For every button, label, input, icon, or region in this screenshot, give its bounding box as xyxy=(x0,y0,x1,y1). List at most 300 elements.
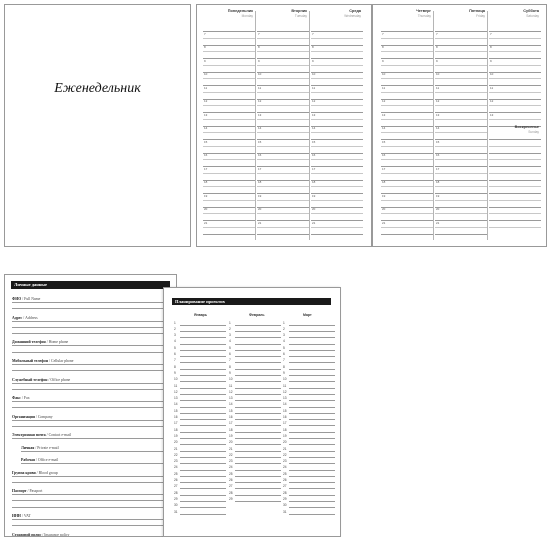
hour-line xyxy=(203,126,255,127)
day-number: 26 xyxy=(283,478,287,482)
half-hour-line xyxy=(203,92,255,93)
hour-label: 10 xyxy=(258,72,262,77)
day-number: 26 xyxy=(174,478,178,482)
hour-line xyxy=(257,193,309,194)
day-line xyxy=(235,457,281,458)
column-divider xyxy=(309,11,310,240)
hour-line xyxy=(311,207,363,208)
day-number: 30 xyxy=(174,503,178,508)
day-number: 14 xyxy=(283,402,287,407)
day-line xyxy=(289,470,335,471)
day-line xyxy=(180,375,226,376)
day-number: 22 xyxy=(283,452,287,457)
half-hour-line xyxy=(489,146,541,147)
cover-title: Еженедельник xyxy=(54,81,141,96)
field-label xyxy=(12,471,58,475)
hour-label: 8 xyxy=(490,45,492,50)
field-label-ru: Электронная почта xyxy=(12,433,46,438)
hour-label: 19 xyxy=(436,193,440,198)
half-hour-line xyxy=(381,119,433,120)
field-label xyxy=(12,396,30,400)
hour-line xyxy=(203,180,255,181)
field-label xyxy=(21,458,58,462)
hour-line xyxy=(381,31,433,32)
half-hour-line xyxy=(311,146,363,147)
day-line xyxy=(289,463,335,464)
hour-line xyxy=(489,112,541,113)
day-line xyxy=(289,501,335,502)
hour-label: 10 xyxy=(204,72,208,77)
day-line xyxy=(235,331,281,332)
field-label-ru: Страховой полис xyxy=(12,532,42,537)
day-header xyxy=(203,9,255,28)
day-line xyxy=(180,457,226,458)
day-line xyxy=(235,413,281,414)
day-line xyxy=(180,476,226,477)
day-number: 9 xyxy=(229,370,231,375)
field-label-ru: Группа крови xyxy=(12,470,36,475)
day-number: 11 xyxy=(283,383,287,388)
day-column xyxy=(311,9,363,241)
day-number: 22 xyxy=(229,452,233,457)
field-label-ru: ФИО xyxy=(12,297,22,301)
hour-label: 15 xyxy=(312,139,316,144)
hour-label: 10 xyxy=(436,72,440,77)
hour-line xyxy=(203,31,255,32)
day-number: 24 xyxy=(174,465,178,470)
day-name: Вторник xyxy=(291,9,307,13)
half-hour-line xyxy=(257,200,309,201)
hour-line xyxy=(311,153,363,154)
day-line xyxy=(180,488,226,489)
day-line xyxy=(289,425,335,426)
end-line xyxy=(257,234,309,235)
day-name: Воскресенье xyxy=(514,125,539,129)
half-hour-line xyxy=(311,38,363,39)
half-hour-line xyxy=(203,186,255,187)
half-hour-line xyxy=(257,146,309,147)
half-hour-line xyxy=(435,146,487,147)
day-line xyxy=(289,476,335,477)
field-label-en: / Contact e-mail xyxy=(45,433,72,438)
day-number: 16 xyxy=(283,415,287,419)
day-number: 25 xyxy=(283,471,287,476)
hour-label: 16 xyxy=(312,153,316,158)
day-line xyxy=(289,331,335,332)
half-hour-line xyxy=(435,92,487,93)
half-hour-line xyxy=(311,186,363,187)
day-header xyxy=(489,125,541,144)
day-number: 7 xyxy=(174,358,176,363)
day-line xyxy=(235,463,281,464)
half-hour-line xyxy=(435,213,487,214)
field-line xyxy=(12,494,168,495)
day-number: 27 xyxy=(174,484,178,489)
day-number: 16 xyxy=(174,415,178,419)
field-label xyxy=(12,316,38,320)
hour-label: 20 xyxy=(382,207,386,212)
hour-label: 14 xyxy=(382,126,386,131)
day-line xyxy=(235,407,281,408)
day-header xyxy=(381,9,433,28)
day-line xyxy=(289,514,335,515)
half-hour-line xyxy=(381,105,433,106)
hour-line xyxy=(203,153,255,154)
hour-label: 16 xyxy=(436,153,440,158)
hour-line xyxy=(435,31,487,32)
hour-line xyxy=(489,99,541,100)
hour-label: 9 xyxy=(382,58,384,63)
hour-label: 9 xyxy=(490,58,492,63)
day-name: Четверг xyxy=(416,9,431,13)
hour-label: 8 xyxy=(258,45,260,50)
hour-line xyxy=(311,31,363,32)
day-number: 9 xyxy=(174,370,176,375)
half-hour-line xyxy=(435,119,487,120)
field-label xyxy=(12,340,68,344)
day-number: 19 xyxy=(283,433,287,438)
hour-line xyxy=(489,180,541,181)
hour-label: 20 xyxy=(436,207,440,212)
cover-page xyxy=(4,4,191,247)
hour-line xyxy=(311,180,363,181)
day-number: 2 xyxy=(283,326,285,331)
day-number: 12 xyxy=(283,389,287,394)
hour-line xyxy=(257,58,309,59)
hour-label: 10 xyxy=(382,72,386,77)
hour-label: 19 xyxy=(382,193,386,198)
day-line xyxy=(235,325,281,326)
day-name-en: Saturday xyxy=(526,14,539,18)
day-number: 6 xyxy=(229,352,231,356)
day-line xyxy=(289,344,335,345)
day-number: 23 xyxy=(283,459,287,464)
hour-label: 21 xyxy=(436,220,440,225)
hour-label: 21 xyxy=(204,220,208,225)
hour-label: 14 xyxy=(204,126,208,131)
hour-line xyxy=(311,139,363,140)
day-line xyxy=(180,344,226,345)
hour-line xyxy=(203,220,255,221)
half-hour-line xyxy=(435,186,487,187)
day-line xyxy=(235,400,281,401)
half-hour-line xyxy=(311,78,363,79)
hour-label: 16 xyxy=(258,153,262,158)
hour-line xyxy=(435,58,487,59)
half-hour-line xyxy=(489,186,541,187)
day-header xyxy=(257,9,309,28)
half-hour-line xyxy=(435,65,487,66)
day-number: 29 xyxy=(229,496,233,501)
half-hour-line xyxy=(435,200,487,201)
hour-line xyxy=(489,85,541,86)
hour-line xyxy=(257,72,309,73)
day-line xyxy=(235,432,281,433)
hour-line xyxy=(489,193,541,194)
half-hour-line xyxy=(489,159,541,160)
half-hour-line xyxy=(311,227,363,228)
field-line xyxy=(12,383,168,384)
hour-line xyxy=(435,72,487,73)
day-line xyxy=(289,507,335,508)
day-line xyxy=(289,451,335,452)
month-header: Январь xyxy=(194,313,207,317)
half-hour-line xyxy=(381,132,433,133)
hour-line xyxy=(489,45,541,46)
half-hour-line xyxy=(381,78,433,79)
field-line xyxy=(12,525,168,526)
hour-line xyxy=(489,207,541,208)
field-line xyxy=(12,352,168,353)
field-label-ru: ИНН xyxy=(12,514,21,518)
day-number: 2 xyxy=(229,326,231,331)
field-line xyxy=(12,345,168,346)
day-number: 25 xyxy=(229,471,233,476)
field-label-en: / Address xyxy=(22,315,38,320)
hour-line xyxy=(435,45,487,46)
day-number: 4 xyxy=(229,339,231,344)
field-label xyxy=(12,489,42,493)
day-line xyxy=(235,381,281,382)
hour-label: 18 xyxy=(312,180,316,185)
half-hour-line xyxy=(203,227,255,228)
day-number: 5 xyxy=(174,345,176,350)
hour-label: 15 xyxy=(436,139,440,144)
half-hour-line xyxy=(489,51,541,52)
hour-label: 13 xyxy=(436,112,440,117)
field-label xyxy=(12,533,69,537)
hour-label: 15 xyxy=(382,139,386,144)
hour-line xyxy=(435,153,487,154)
day-number: 4 xyxy=(174,339,176,344)
day-number: 11 xyxy=(174,383,178,388)
day-line xyxy=(180,413,226,414)
field-line xyxy=(12,364,168,365)
half-hour-line xyxy=(203,105,255,106)
month-header: Февраль xyxy=(249,313,265,317)
hour-line xyxy=(435,220,487,221)
day-line xyxy=(180,438,226,439)
half-hour-line xyxy=(489,227,541,228)
hour-label: 20 xyxy=(258,207,262,212)
day-number: 3 xyxy=(283,333,285,338)
half-hour-line xyxy=(203,65,255,66)
hour-label: 15 xyxy=(258,139,262,144)
half-hour-line xyxy=(435,51,487,52)
hour-label: 8 xyxy=(204,45,206,50)
hour-label: 10 xyxy=(312,72,316,77)
half-hour-line xyxy=(311,159,363,160)
day-line xyxy=(289,407,335,408)
day-number: 3 xyxy=(229,333,231,338)
half-hour-line xyxy=(435,173,487,174)
day-number: 28 xyxy=(174,490,178,495)
hour-line xyxy=(257,99,309,100)
hour-line xyxy=(381,207,433,208)
half-hour-line xyxy=(203,159,255,160)
field-line xyxy=(12,308,168,309)
day-line xyxy=(235,337,281,338)
hour-line xyxy=(489,139,541,140)
day-line xyxy=(289,356,335,357)
hour-label: 7 xyxy=(382,31,384,36)
half-hour-line xyxy=(257,78,309,79)
hour-label: 9 xyxy=(312,58,314,63)
half-hour-line xyxy=(489,65,541,66)
half-hour-line xyxy=(203,119,255,120)
half-hour-line xyxy=(489,78,541,79)
day-number: 16 xyxy=(229,415,233,419)
day-column xyxy=(381,9,433,241)
half-hour-line xyxy=(203,51,255,52)
half-hour-line xyxy=(257,38,309,39)
half-hour-line xyxy=(381,159,433,160)
half-hour-line xyxy=(311,105,363,106)
field-line xyxy=(12,407,168,408)
field-line xyxy=(12,438,168,439)
day-line xyxy=(180,356,226,357)
day-line xyxy=(289,438,335,439)
day-number: 17 xyxy=(174,421,178,426)
day-number: 8 xyxy=(174,364,176,369)
day-line xyxy=(235,362,281,363)
half-hour-line xyxy=(381,38,433,39)
hour-label: 10 xyxy=(490,72,494,77)
hour-line xyxy=(381,85,433,86)
day-line xyxy=(235,425,281,426)
field-label xyxy=(12,297,40,301)
hour-line xyxy=(435,180,487,181)
day-number: 13 xyxy=(174,396,178,401)
half-hour-line xyxy=(257,173,309,174)
hour-line xyxy=(435,126,487,127)
hour-line xyxy=(311,45,363,46)
hour-label: 14 xyxy=(312,126,316,131)
half-hour-line xyxy=(203,146,255,147)
day-number: 15 xyxy=(283,408,287,413)
hour-line xyxy=(311,220,363,221)
day-line xyxy=(180,451,226,452)
day-number: 20 xyxy=(174,440,178,445)
hour-label: 13 xyxy=(312,112,316,117)
half-hour-line xyxy=(489,92,541,93)
column-divider xyxy=(487,11,488,240)
day-line xyxy=(180,514,226,515)
hour-line xyxy=(381,139,433,140)
half-hour-line xyxy=(311,51,363,52)
half-hour-line xyxy=(311,173,363,174)
day-column xyxy=(257,9,309,241)
field-label xyxy=(12,378,70,382)
field-label-en: / Full Name xyxy=(21,297,41,301)
hour-line xyxy=(311,58,363,59)
hour-line xyxy=(257,45,309,46)
hour-line xyxy=(435,85,487,86)
day-number: 10 xyxy=(229,377,233,382)
day-line xyxy=(180,407,226,408)
hour-label: 12 xyxy=(258,99,262,104)
day-line xyxy=(289,444,335,445)
day-number: 29 xyxy=(174,496,178,501)
day-number: 24 xyxy=(283,465,287,470)
field-label-ru: Адрес xyxy=(12,315,23,320)
hour-line xyxy=(311,85,363,86)
field-line xyxy=(12,333,168,334)
field-label-ru: Личная xyxy=(21,445,35,450)
day-number: 13 xyxy=(229,396,233,401)
hour-line xyxy=(203,112,255,113)
hour-label: 13 xyxy=(490,112,494,117)
day-number: 19 xyxy=(229,433,233,438)
day-line xyxy=(235,350,281,351)
hour-label: 7 xyxy=(436,31,438,36)
half-hour-line xyxy=(311,65,363,66)
field-label-ru: Служебный телефон xyxy=(12,377,48,382)
half-hour-line xyxy=(435,105,487,106)
day-line xyxy=(235,369,281,370)
day-line xyxy=(235,501,281,502)
day-number: 6 xyxy=(174,352,176,356)
day-number: 28 xyxy=(283,490,287,495)
day-number: 31 xyxy=(174,509,178,514)
half-hour-line xyxy=(381,146,433,147)
half-hour-line xyxy=(311,92,363,93)
half-hour-line xyxy=(311,200,363,201)
day-header xyxy=(435,9,487,28)
hour-line xyxy=(381,180,433,181)
day-number: 7 xyxy=(283,358,285,363)
hour-line xyxy=(381,220,433,221)
hour-line xyxy=(203,207,255,208)
end-line xyxy=(435,234,487,235)
hour-line xyxy=(381,112,433,113)
hour-label: 17 xyxy=(204,166,208,171)
field-label-en: / Home phone xyxy=(45,340,69,345)
day-line xyxy=(289,457,335,458)
day-number: 6 xyxy=(283,352,285,356)
day-name-en: Friday xyxy=(476,14,485,18)
hour-line xyxy=(381,99,433,100)
personal-data-header: Личные данные xyxy=(11,281,170,289)
end-line xyxy=(203,234,255,235)
day-number: 20 xyxy=(229,440,233,445)
hour-line xyxy=(311,126,363,127)
day-line xyxy=(289,400,335,401)
hour-line xyxy=(257,126,309,127)
day-line xyxy=(235,356,281,357)
hour-label: 21 xyxy=(258,220,262,225)
hour-line xyxy=(381,153,433,154)
hour-label: 7 xyxy=(258,31,260,36)
day-line xyxy=(180,381,226,382)
field-label-en: / Company xyxy=(34,414,53,419)
half-hour-line xyxy=(489,38,541,39)
half-hour-line xyxy=(381,213,433,214)
half-hour-line xyxy=(203,200,255,201)
half-hour-line xyxy=(381,227,433,228)
hour-label: 18 xyxy=(382,180,386,185)
hour-label: 12 xyxy=(436,99,440,104)
half-hour-line xyxy=(435,132,487,133)
day-line xyxy=(180,388,226,389)
day-number: 11 xyxy=(229,383,233,388)
hour-line xyxy=(257,139,309,140)
hour-line xyxy=(203,85,255,86)
hour-line xyxy=(489,153,541,154)
hour-line xyxy=(489,31,541,32)
day-line xyxy=(180,470,226,471)
field-line xyxy=(12,426,168,427)
